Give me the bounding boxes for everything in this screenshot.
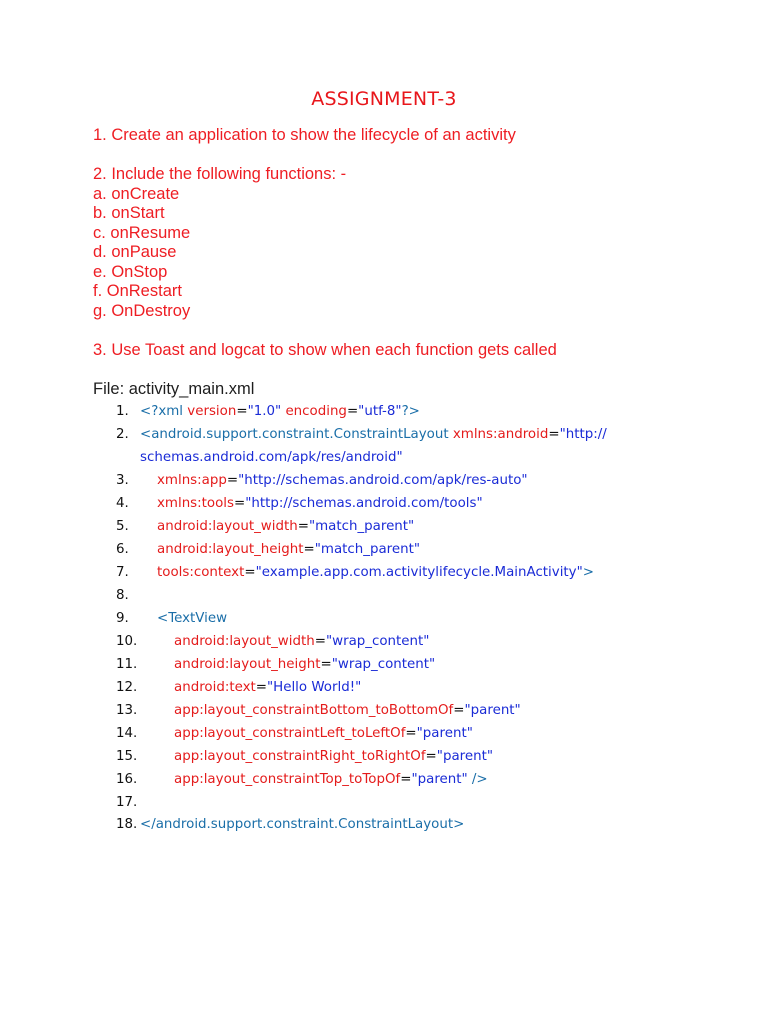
- code-line-5: [157, 519, 414, 534]
- code-tag: />: [471, 772, 488, 787]
- code-line-13: [174, 703, 521, 718]
- code-line-6: [157, 542, 420, 557]
- code-value: "http://schemas.android.com/tools": [245, 496, 483, 511]
- task-2: 2. Include the following functions: -: [93, 165, 347, 183]
- code-eq: =: [297, 519, 309, 534]
- code-value: "utf-8": [358, 404, 402, 419]
- code-value: "parent": [464, 703, 521, 718]
- code-line-9: [157, 611, 227, 626]
- function-item: g. OnDestroy: [93, 302, 191, 320]
- code-attr: tools:context: [157, 565, 245, 580]
- code-value: "1.0": [247, 404, 286, 419]
- function-item: c. onResume: [93, 224, 191, 242]
- code-value: "parent": [416, 726, 473, 741]
- code-attr: app:layout_constraintRight_toRightOf: [174, 749, 426, 764]
- line-number: 3.: [116, 473, 129, 488]
- code-value: "match_parent": [308, 519, 415, 534]
- code-line-3: [157, 473, 528, 488]
- code-line-1: [140, 404, 420, 419]
- code-attr: android:layout_width: [174, 634, 315, 649]
- code-line-4: [157, 496, 483, 511]
- code-line-15: [174, 749, 493, 764]
- code-attr: app:layout_constraintLeft_toLeftOf: [174, 726, 406, 741]
- code-eq: =: [226, 473, 239, 488]
- code-eq: =: [548, 427, 560, 442]
- code-eq: =: [303, 542, 315, 557]
- line-number: 6.: [116, 542, 129, 557]
- line-number: 2.: [116, 427, 129, 442]
- code-eq: =: [400, 772, 412, 787]
- line-number: 12.: [116, 680, 138, 695]
- code-line-18: [140, 817, 464, 832]
- code-tag: <?xml: [140, 404, 188, 419]
- code-tag: ?>: [401, 404, 420, 419]
- code-attr: app:layout_constraintTop_toTopOf: [174, 772, 401, 787]
- code-line-2: [140, 427, 607, 442]
- code-value: schemas.android.com/apk/res/android": [140, 450, 403, 465]
- line-number: 4.: [116, 496, 129, 511]
- function-item: e. OnStop: [93, 263, 168, 281]
- code-value: "example.app.com.activitylifecycle.MainActivity": [255, 565, 583, 580]
- function-item: b. onStart: [93, 204, 165, 222]
- code-eq: =: [234, 496, 246, 511]
- page-title: ASSIGNMENT-3: [311, 88, 457, 110]
- code-attr: android:layout_height: [174, 657, 321, 672]
- function-item: d. onPause: [93, 243, 177, 261]
- code-tag: >: [582, 565, 594, 580]
- line-number: 9.: [116, 611, 129, 626]
- code-tag: </android.support.constraint.ConstraintLayout>: [140, 817, 465, 832]
- line-number: 18.: [116, 817, 138, 832]
- code-value: "wrap_content": [325, 634, 430, 649]
- code-line-2-wrap: [140, 450, 403, 465]
- function-item: a. onCreate: [93, 185, 180, 203]
- code-attr: version: [187, 404, 237, 419]
- code-attr: android:layout_width: [157, 519, 298, 534]
- code-line-11: [174, 657, 435, 672]
- code-eq: =: [453, 703, 465, 718]
- code-tag: <TextView: [157, 611, 228, 626]
- line-number: 7.: [116, 565, 129, 580]
- code-attr: xmlns:app: [157, 473, 227, 488]
- code-eq: =: [346, 404, 359, 419]
- code-eq: =: [255, 680, 267, 695]
- code-attr: xmlns:tools: [157, 496, 234, 511]
- code-eq: =: [244, 565, 256, 580]
- code-value: "wrap_content": [331, 657, 436, 672]
- line-number: 16.: [116, 772, 138, 787]
- code-attr: android:layout_height: [157, 542, 304, 557]
- code-attr: app:layout_constraintBottom_toBottomOf: [174, 703, 454, 718]
- code-value: "parent": [436, 749, 493, 764]
- line-number: 5.: [116, 519, 129, 534]
- line-number: 15.: [116, 749, 138, 764]
- code-attr: xmlns:android: [452, 427, 549, 442]
- code-eq: =: [236, 404, 248, 419]
- task-1: 1. Create an application to show the lifecycle of an activity: [93, 126, 516, 144]
- line-number: 11.: [116, 657, 138, 672]
- line-number: 10.: [116, 634, 138, 649]
- code-line-7: [157, 565, 594, 580]
- code-attr: android:text: [174, 680, 256, 695]
- code-eq: =: [320, 657, 332, 672]
- line-number: 8.: [116, 588, 129, 603]
- code-line-16: [174, 772, 488, 787]
- line-number: 14.: [116, 726, 138, 741]
- line-number: 1.: [116, 404, 129, 419]
- code-value: "http://schemas.android.com/apk/res-auto": [238, 473, 528, 488]
- code-value: "Hello World!": [267, 680, 362, 695]
- code-eq: =: [425, 749, 437, 764]
- file-label: File: activity_main.xml: [93, 380, 255, 398]
- code-line-14: [174, 726, 473, 741]
- line-number: 13.: [116, 703, 138, 718]
- function-item: f. OnRestart: [93, 282, 182, 300]
- code-line-12: [174, 680, 361, 695]
- code-value: "http://: [559, 427, 607, 442]
- code-line-10: [174, 634, 429, 649]
- code-value: "parent": [411, 772, 472, 787]
- code-attr: encoding: [285, 404, 347, 419]
- line-number: 17.: [116, 795, 138, 810]
- code-value: "match_parent": [314, 542, 420, 557]
- code-eq: =: [405, 726, 417, 741]
- code-eq: =: [314, 634, 326, 649]
- task-3: 3. Use Toast and logcat to show when each function gets called: [93, 341, 557, 359]
- code-tag: <android.support.constraint.ConstraintLayout: [140, 427, 453, 442]
